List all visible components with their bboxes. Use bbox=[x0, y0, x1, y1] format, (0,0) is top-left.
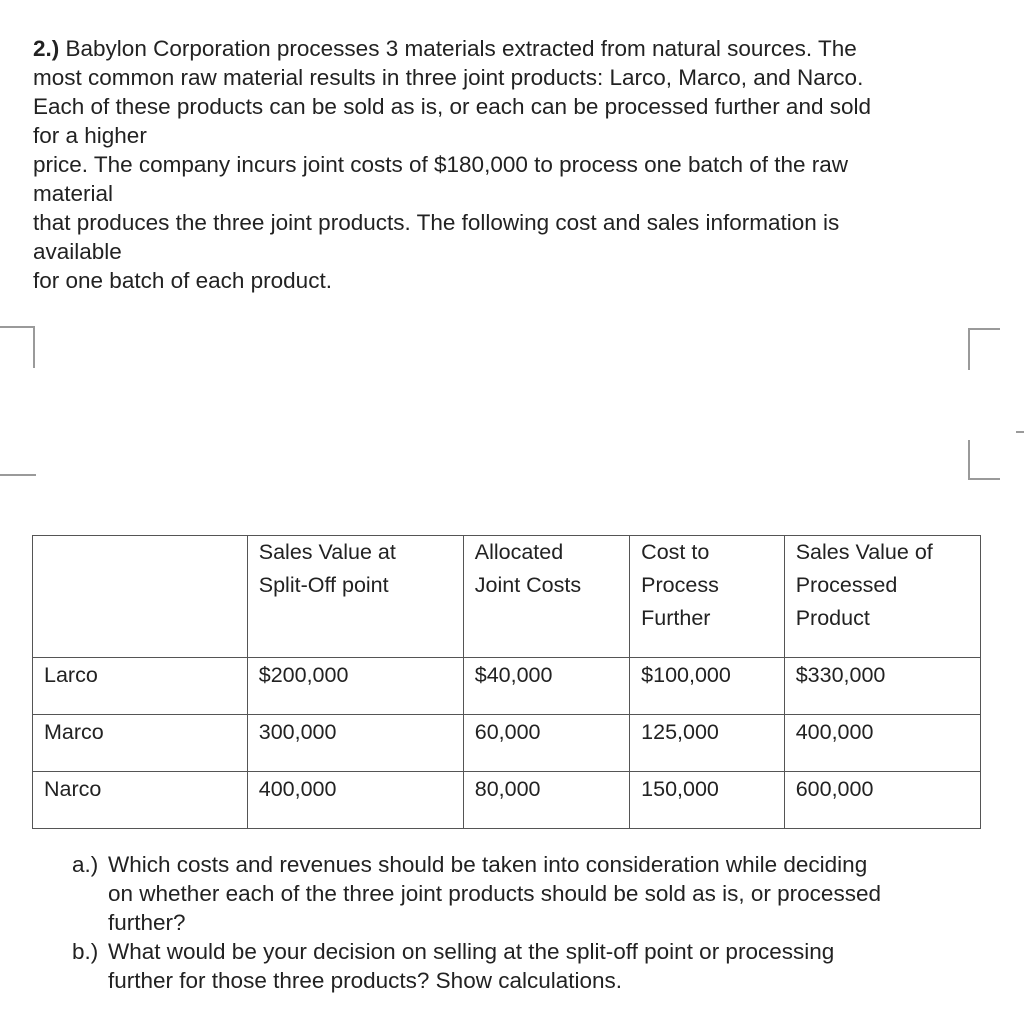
intro-line-7: that produces the three joint products. The following cost and sales information is bbox=[33, 210, 840, 235]
problem-statement bbox=[33, 34, 993, 295]
row-product-name: Larco bbox=[33, 658, 248, 715]
header-sales-value-processed: Sales Value of Processed Product bbox=[784, 536, 980, 658]
cell-split-off-value: 400,000 bbox=[247, 772, 463, 829]
intro-line-3: Each of these products can be sold as is, or each can be processed further and sold bbox=[33, 94, 872, 119]
table-row bbox=[33, 658, 981, 715]
question-text-line: What would be your decision on selling at the split-off point or processing bbox=[108, 939, 835, 964]
cell-further-processing-cost: 125,000 bbox=[630, 715, 785, 772]
header-allocated-joint-costs: Allocated Joint Costs bbox=[463, 536, 629, 658]
question-a bbox=[72, 850, 972, 937]
intro-line-4: for a higher bbox=[33, 123, 147, 148]
header-blank bbox=[33, 536, 248, 658]
edge-tick-mark bbox=[1016, 431, 1024, 433]
header-sales-value-split-off: Sales Value at Split-Off point bbox=[247, 536, 463, 658]
intro-line-1: 2.) Babylon Corporation processes 3 materials extracted from natural sources. The bbox=[33, 36, 857, 61]
cell-further-processing-cost: $100,000 bbox=[630, 658, 785, 715]
cell-split-off-value: 300,000 bbox=[247, 715, 463, 772]
cost-sales-table bbox=[32, 535, 981, 829]
crop-mark-bottom-left bbox=[0, 474, 36, 476]
question-label: a.) bbox=[72, 852, 99, 877]
cell-processed-sales-value: $330,000 bbox=[784, 658, 980, 715]
cell-processed-sales-value: 400,000 bbox=[784, 715, 980, 772]
question-label: b.) bbox=[72, 939, 99, 964]
table-row bbox=[33, 772, 981, 829]
question-text-line: further? bbox=[108, 910, 186, 935]
crop-mark-top-right bbox=[968, 328, 1000, 370]
cell-split-off-value: $200,000 bbox=[247, 658, 463, 715]
table-row bbox=[33, 715, 981, 772]
question-text-line: on whether each of the three joint products should be sold as is, or processed bbox=[108, 881, 881, 906]
row-product-name: Marco bbox=[33, 715, 248, 772]
question-list bbox=[72, 850, 972, 995]
header-cost-to-process-further: Cost to Process Further bbox=[630, 536, 785, 658]
intro-line-2: most common raw material results in three joint products: Larco, Marco, and Narco. bbox=[33, 65, 864, 90]
cell-allocated-joint-cost: 60,000 bbox=[463, 715, 629, 772]
cell-allocated-joint-cost: 80,000 bbox=[463, 772, 629, 829]
question-text-line: Which costs and revenues should be taken into consideration while deciding bbox=[108, 852, 868, 877]
row-product-name: Narco bbox=[33, 772, 248, 829]
crop-mark-top-left bbox=[0, 326, 35, 368]
intro-line-9: for one batch of each product. bbox=[33, 268, 332, 293]
table-header-row bbox=[33, 536, 981, 658]
intro-line-6: material bbox=[33, 181, 114, 206]
intro-line-5: price. The company incurs joint costs of $180,000 to process one batch of the raw bbox=[33, 152, 849, 177]
question-text-line: further for those three products? Show calculations. bbox=[108, 968, 623, 993]
crop-mark-bottom-right bbox=[968, 440, 1000, 480]
problem-number: 2.) bbox=[33, 36, 60, 61]
intro-line-8: available bbox=[33, 239, 122, 264]
question-b bbox=[72, 937, 972, 995]
cell-processed-sales-value: 600,000 bbox=[784, 772, 980, 829]
cell-allocated-joint-cost: $40,000 bbox=[463, 658, 629, 715]
cell-further-processing-cost: 150,000 bbox=[630, 772, 785, 829]
